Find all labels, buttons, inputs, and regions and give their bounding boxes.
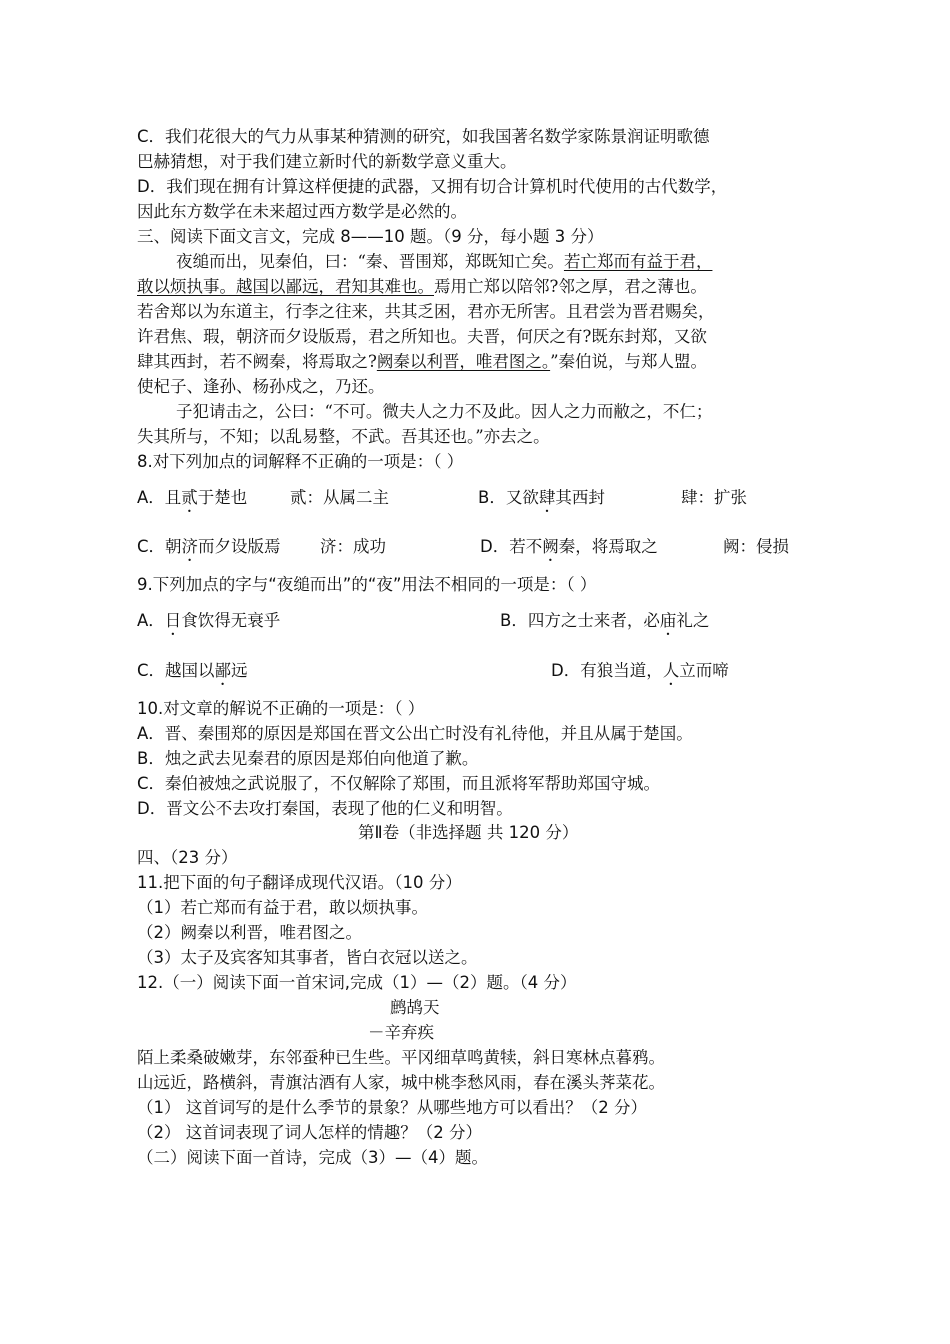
dotted-word: 鄙 — [214, 661, 232, 680]
q8-gloss-b: 肆：扩张 — [681, 488, 747, 507]
dotted-word: 人 — [662, 661, 680, 680]
dotted-word: 肆 — [538, 488, 556, 507]
q10-option-d: D．晋文公不去攻打秦国，表现了他的仁义和明智。 — [137, 799, 513, 818]
q10-stem: 10.对文章的解说不正确的一项是：（ ） — [137, 699, 425, 718]
passage-line: 失其所与，不知；以乱易整，不武。吾其还也。”亦去之。 — [137, 427, 550, 446]
q11-stem: 11.把下面的句子翻译成现代汉语。（10 分） — [137, 873, 462, 892]
q11-item-1: （1）若亡郑而有益于君，敢以烦执事。 — [137, 898, 428, 917]
passage-line — [176, 252, 712, 272]
choice-c-line1: C．我们花很大的气力从事某种猜测的研究，如我国著名数学家陈景润证明歌德 — [137, 127, 710, 146]
passage-line — [137, 352, 707, 372]
section3-heading: 三、阅读下面文言文，完成 8——10 题。（9 分，每小题 3 分） — [137, 227, 604, 246]
q9-option-a: A．日食饮得无衰乎 — [137, 611, 281, 630]
poem-line-2: 山远近，路横斜，青旗沽酒有人家，城中桃李愁风雨，春在溪头荠菜花。 — [137, 1073, 665, 1092]
q10-option-a: A．晋、秦围郑的原因是郑国在晋文公出亡时没有礼待他，并且从属于楚国。 — [137, 724, 693, 743]
choice-c-line2: 巴赫猜想，对于我们建立新时代的新数学意义重大。 — [137, 152, 517, 171]
q8-option-a: A．且贰于楚也 — [137, 488, 248, 507]
q10-option-b: B．烛之武去见秦君的原因是郑伯向他道了歉。 — [137, 749, 479, 768]
q8-option-c: C．朝济而夕设版焉 — [137, 537, 281, 556]
section4-heading: 四、（23 分） — [137, 848, 238, 867]
underlined-sentence: 若亡郑而有益于君， — [563, 252, 713, 271]
poem-title: 鹧鸪天 — [390, 998, 440, 1017]
choice-d-line2: 因此东方数学在未来超过西方数学是必然的。 — [137, 202, 467, 221]
q12-item-2: （2） 这首词表现了词人怎样的情趣？（2 分） — [137, 1123, 482, 1142]
q8-option-d: D．若不阙秦，将焉取之 — [480, 537, 658, 556]
passage-text: 肆其西封，若不阙秦，将焉取之? — [137, 352, 377, 371]
q9-option-b: B．四方之士来者，必庙礼之 — [500, 611, 710, 630]
passage-line: 使杞子、逢孙、杨孙戍之，乃还。 — [137, 377, 385, 396]
q9-option-c: C．越国以鄙远 — [137, 661, 248, 680]
dotted-word: 济 — [181, 537, 199, 556]
dotted-word: 阙 — [542, 537, 559, 556]
q12-item-1: （1） 这首词写的是什么季节的景象？从哪些地方可以看出？（2 分） — [137, 1098, 647, 1117]
poem-author: －辛弃疾 — [368, 1023, 434, 1042]
passage-text: 焉用亡郑以陪邻?邻之厚，君之薄也。 — [434, 277, 707, 296]
q8-option-b: B．又欲肆其西封 — [478, 488, 605, 507]
part2-title: 第Ⅱ卷（非选择题 共 120 分） — [358, 823, 579, 842]
q10-option-c: C．秦伯被烛之武说服了，不仅解除了郑围，而且派将军帮助郑国守城。 — [137, 774, 661, 793]
underlined-sentence: 阙秦以利晋，唯君图之。 — [376, 352, 551, 371]
q8-gloss-a: 贰：从属二主 — [290, 488, 389, 507]
q11-item-3: （3）太子及宾客知其事者，皆白衣冠以送之。 — [137, 948, 478, 967]
q11-item-2: （2）阙秦以利晋，唯君图之。 — [137, 923, 362, 942]
q9-stem: 9.下列加点的字与“夜缒而出”的“夜”用法不相同的一项是：（ ） — [137, 575, 597, 594]
passage-line: 若舍郑以为东道主，行李之往来，共其乏困，君亦无所害。且君尝为晋君赐矣， — [137, 302, 715, 321]
dotted-word: 庙 — [659, 611, 677, 630]
q8-stem: 8.对下列加点的词解释不正确的一项是：（ ） — [137, 452, 464, 471]
q12-stem: 12.（一）阅读下面一首宋词,完成（1）—（2）题。（4 分） — [137, 973, 577, 992]
q8-gloss-d: 阙：侵损 — [723, 537, 789, 556]
dotted-word: 日 — [164, 611, 182, 630]
choice-d-line1: D．我们现在拥有计算这样便捷的武器，又拥有切合计算机时代使用的古代数学， — [137, 177, 728, 196]
q12-part-b: （二）阅读下面一首诗，完成（3）—（4）题。 — [137, 1148, 488, 1167]
poem-line-1: 陌上柔桑破嫩芽，东邻蚕种已生些。平冈细草鸣黄犊，斜日寒林点暮鸦。 — [137, 1048, 665, 1067]
q8-gloss-c: 济：成功 — [320, 537, 386, 556]
passage-line: 许君焦、瑕，朝济而夕设版焉，君之所知也。夫晋，何厌之有?既东封郑，又欲 — [137, 327, 707, 346]
underlined-sentence: 敢以烦执事。越国以鄙远，君知其难也。 — [137, 277, 434, 296]
q9-option-d: D．有狼当道，人立而啼 — [551, 661, 729, 680]
passage-text: 夜缒而出，见秦伯，曰：“秦、晋围郑，郑既知亡矣。 — [176, 252, 564, 271]
passage-text: ”秦伯说，与郑人盟。 — [550, 352, 708, 371]
passage-line — [137, 277, 707, 297]
passage-line: 子犯请击之，公曰：“不可。微夫人之力不及此。因人之力而敝之，不仁； — [176, 402, 713, 421]
dotted-word: 贰 — [181, 488, 198, 507]
